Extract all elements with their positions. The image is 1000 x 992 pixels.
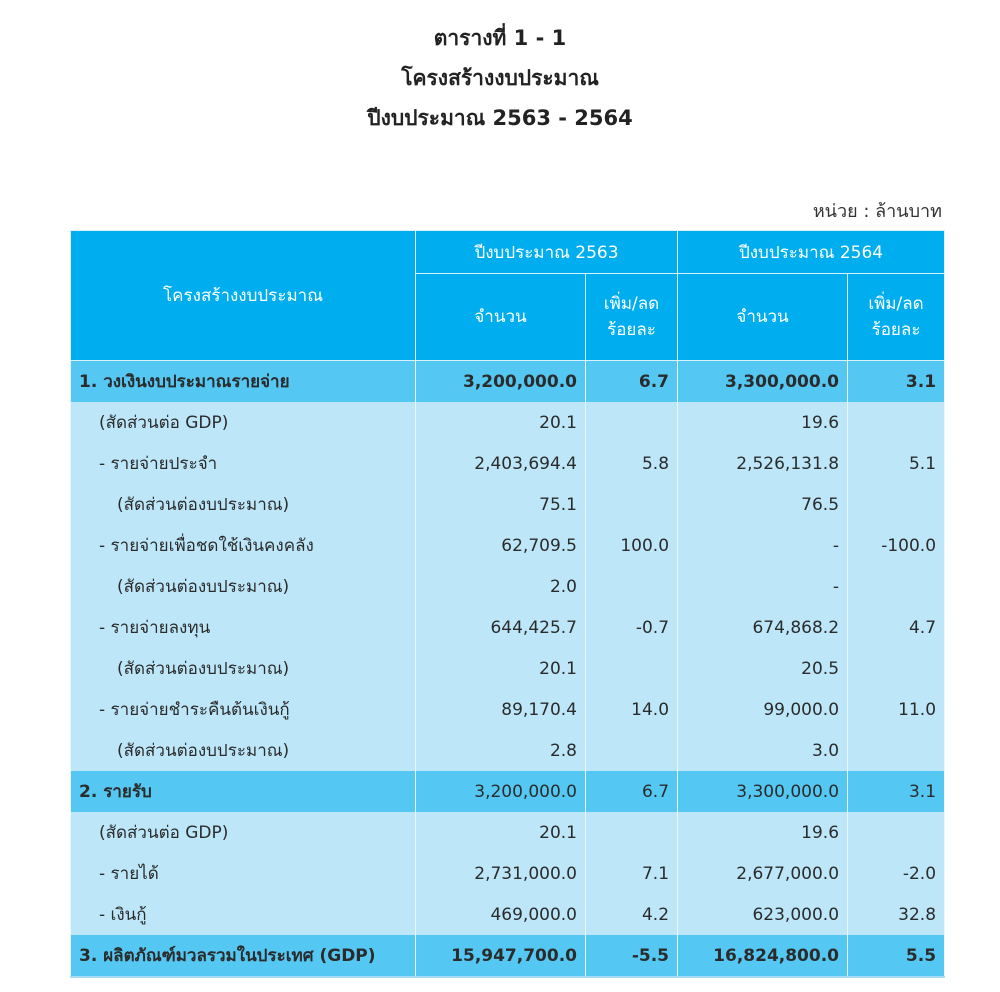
change-2564: 3.1 [848,771,945,812]
amount-2563: 2,403,694.4 [416,443,586,484]
change-2563 [586,402,678,443]
table-row [71,689,945,730]
change-2563: 7.1 [586,853,678,894]
change-2564 [848,566,945,607]
row-label: - รายจ่ายเพื่อชดใช้เงินคงคลัง [71,525,416,566]
header-change-2564 [848,274,945,361]
table-row [71,853,945,894]
amount-2563: 89,170.4 [416,689,586,730]
amount-2563: 3,200,000.0 [416,361,586,403]
change-2564: 5.1 [848,443,945,484]
amount-2564: - [678,525,848,566]
header-fy2563: ปีงบประมาณ 2563 [416,231,678,274]
change-2563 [586,484,678,525]
amount-2564: 2,526,131.8 [678,443,848,484]
table-row [71,484,945,525]
row-label: - รายจ่ายลงทุน [71,607,416,648]
amount-2564: - [678,566,848,607]
table-row [71,648,945,689]
amount-2564: 3,300,000.0 [678,771,848,812]
amount-2564: 99,000.0 [678,689,848,730]
amount-2564: 76.5 [678,484,848,525]
table-row [71,771,945,812]
header-percent-label: ร้อยละ [871,320,921,340]
change-2564: -2.0 [848,853,945,894]
document-title [0,18,1000,138]
amount-2564: 2,677,000.0 [678,853,848,894]
table-number: ตารางที่ 1 - 1 [433,26,567,50]
row-label: (สัดส่วนต่องบประมาณ) [71,730,416,771]
amount-2564: 623,000.0 [678,894,848,935]
header-structure: โครงสร้างงบประมาณ [71,231,416,361]
amount-2563: 2.0 [416,566,586,607]
table-row [71,566,945,607]
amount-2563: 3,200,000.0 [416,771,586,812]
table-row [71,812,945,853]
amount-2563: 20.1 [416,648,586,689]
row-label: - รายได้ [71,853,416,894]
change-2564: 3.1 [848,361,945,403]
header-percent-label: ร้อยละ [607,320,656,340]
header-change-label: เพิ่ม/ลด [603,294,660,314]
header-amount-2564 [678,274,848,361]
table-row [71,525,945,566]
change-2564 [848,730,945,771]
row-label: (สัดส่วนต่อ GDP) [71,402,416,443]
table-row [71,443,945,484]
amount-2564: 16,824,800.0 [678,935,848,977]
table-row [71,607,945,648]
row-label: - รายจ่ายประจำ [71,443,416,484]
amount-2563: 2,731,000.0 [416,853,586,894]
amount-2563: 20.1 [416,402,586,443]
row-label: 1. วงเงินงบประมาณรายจ่าย [71,361,416,403]
change-2563 [586,566,678,607]
change-2563 [586,730,678,771]
change-2563 [586,812,678,853]
amount-2563: 644,425.7 [416,607,586,648]
change-2564 [848,484,945,525]
row-label: (สัดส่วนต่อ GDP) [71,812,416,853]
amount-2564: 20.5 [678,648,848,689]
change-2564 [848,402,945,443]
table-row [71,402,945,443]
row-label: 2. รายรับ [71,771,416,812]
budget-structure-table [70,230,945,978]
amount-2564: 3,300,000.0 [678,361,848,403]
amount-2564: 3.0 [678,730,848,771]
amount-2563: 469,000.0 [416,894,586,935]
amount-2564: 19.6 [678,402,848,443]
table-row [71,730,945,771]
amount-2563: 20.1 [416,812,586,853]
row-label: (สัดส่วนต่องบประมาณ) [71,648,416,689]
change-2563: 4.2 [586,894,678,935]
table-row [71,361,945,403]
row-label: (สัดส่วนต่องบประมาณ) [71,484,416,525]
change-2563: -5.5 [586,935,678,977]
header-change-label: เพิ่ม/ลด [868,294,924,314]
change-2564: 11.0 [848,689,945,730]
unit-label: หน่วย : ล้านบาท [812,201,942,222]
header-change-2563 [586,274,678,361]
amount-2563: 2.8 [416,730,586,771]
amount-2564: 19.6 [678,812,848,853]
header-amount-label: จำนวน [474,307,527,327]
change-2563: 100.0 [586,525,678,566]
change-2563: 6.7 [586,361,678,403]
change-2564: 5.5 [848,935,945,977]
change-2564: 4.7 [848,607,945,648]
table-title: โครงสร้างงบประมาณ [401,66,599,90]
header-amount-2563 [416,274,586,361]
row-label: (สัดส่วนต่องบประมาณ) [71,566,416,607]
header-fy2564: ปีงบประมาณ 2564 [678,231,945,274]
amount-2563: 62,709.5 [416,525,586,566]
change-2563: 6.7 [586,771,678,812]
change-2563: -0.7 [586,607,678,648]
row-label: 3. ผลิตภัณฑ์มวลรวมในประเทศ (GDP) [71,935,416,977]
change-2564 [848,812,945,853]
table-row [71,935,945,977]
fiscal-year-range: ปีงบประมาณ 2563 - 2564 [367,106,633,130]
amount-2563: 75.1 [416,484,586,525]
change-2563 [586,648,678,689]
change-2563: 5.8 [586,443,678,484]
amount-2564: 674,868.2 [678,607,848,648]
change-2564 [848,648,945,689]
row-label: - เงินกู้ [71,894,416,935]
change-2563: 14.0 [586,689,678,730]
change-2564: 32.8 [848,894,945,935]
header-amount-label: จำนวน [736,307,789,327]
row-label: - รายจ่ายชำระคืนต้นเงินกู้ [71,689,416,730]
change-2564: -100.0 [848,525,945,566]
amount-2563: 15,947,700.0 [416,935,586,977]
table-row [71,894,945,935]
